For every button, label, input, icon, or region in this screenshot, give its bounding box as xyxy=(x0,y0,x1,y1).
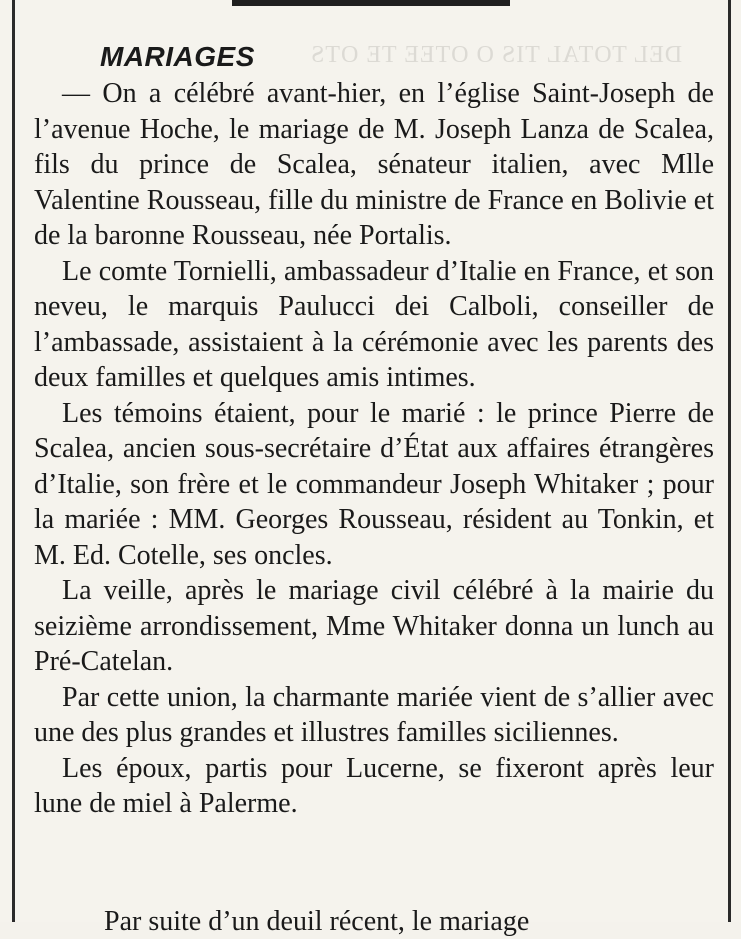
next-article-cut-line: Par suite d’un deuil récent, le mariage xyxy=(104,906,530,937)
article-paragraph-5: Par cette union, la charmante mariée vient de s’allier avec une des plus grandes et illustres familles siciliennes. xyxy=(34,681,714,748)
section-heading: MARIAGES xyxy=(100,41,255,72)
article-paragraph-2: Le comte Tornielli, ambassadeur d’Italie en France, et son neveu, le marquis Paulucci dei Calboli, conseiller de l’ambassade, assistaient à la cérémonie avec les parents des deux familles et quelques amis intimes. xyxy=(34,255,714,393)
column-border-left xyxy=(12,0,15,922)
section-top-rule xyxy=(232,0,510,6)
article-paragraph-1: — On a célébré avant-hier, en l’église Saint-Joseph de l’avenue Hoche, le mariage de M. Joseph Lanza de Scalea, fils du prince de Scalea, sénateur italien, avec Mlle Valentine Rousseau, fille du ministre de France en Bolivie et de la baronne Rousseau, née Portalis. xyxy=(34,78,714,251)
article-paragraph-3: Les témoins étaient, pour le marié : le prince Pierre de Scalea, ancien sous-secrétaire d’État aux affaires étrangères d’Italie, son frère et le commandeur Joseph Whitaker ; pour la mariée : MM. Georges Rousseau, résident au Tonkin, et M. Ed. Cotelle, ses oncles. xyxy=(34,397,714,571)
column-border-right xyxy=(728,0,731,922)
mariages-article xyxy=(34,38,714,822)
article-paragraph-4: La veille, après le mariage civil célébré à la mairie du seizième arrondissement, Mme Whitaker donna un lunch au Pré-Catelan. xyxy=(34,575,714,677)
article-paragraph-6: Les époux, partis pour Lucerne, se fixeront après leur lune de miel à Palerme. xyxy=(34,752,714,819)
bleed-through-text: DEL TOTAL TIS O OTEE TE OTS xyxy=(310,42,683,68)
